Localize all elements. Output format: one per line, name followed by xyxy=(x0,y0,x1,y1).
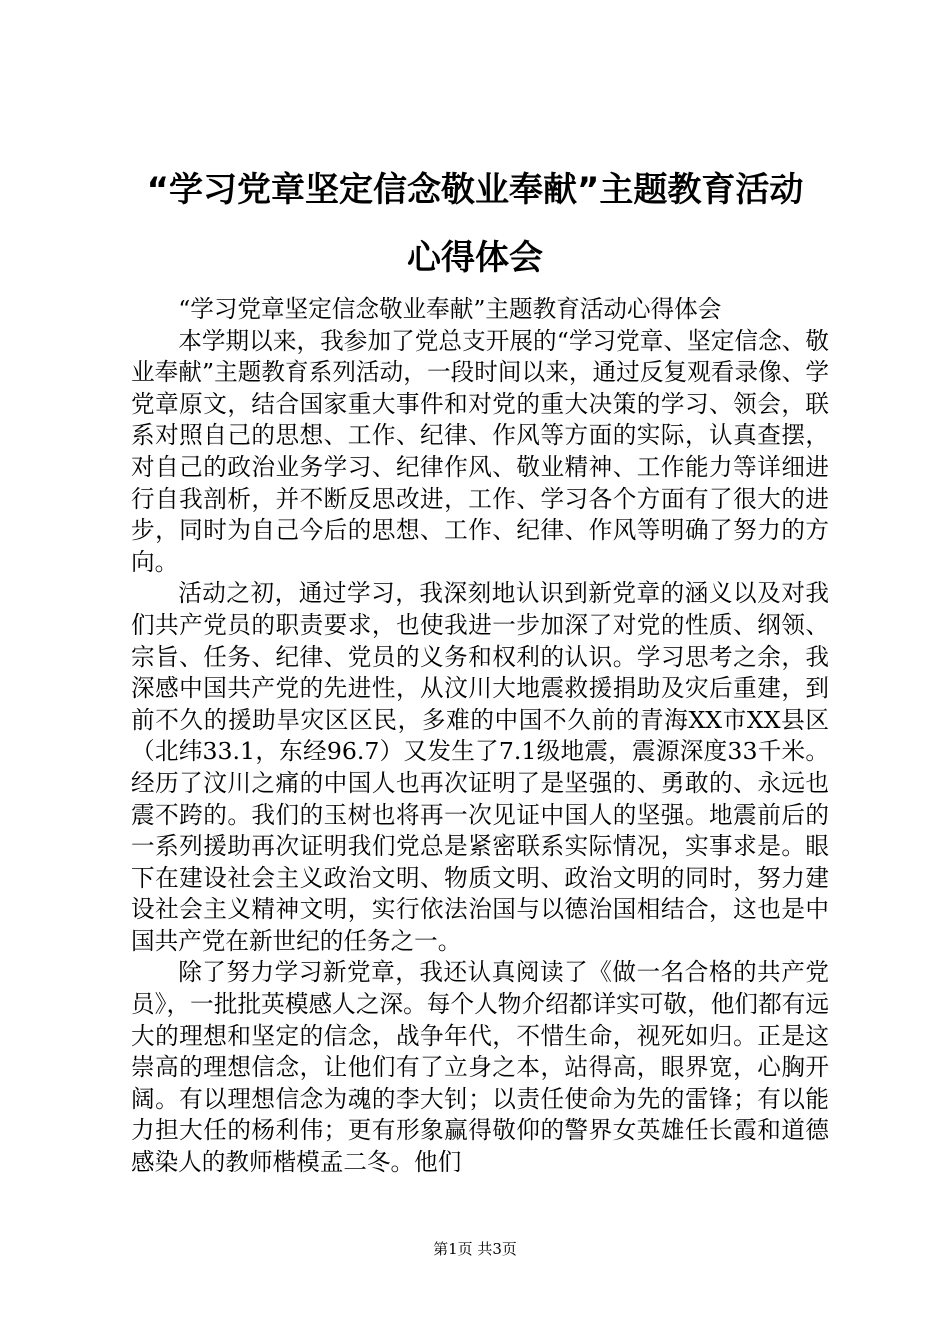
document-title xyxy=(110,156,840,292)
body-paragraph-2: 活动之初，通过学习，我深刻地认识到新党章的涵义以及对我们共产党员的职责要求，也使我进一步加深了对党的性质、纲领、宗旨、任务、纪律、党员的义务和权利的认识。学习思考之余，我深感中国共产党的先进性，从汶川大地震救援捐助及灾后重建，到前不久的援助旱灾区区民，多难的中国不久前的青海XX市XX县区（北纬33.1，东经96.7）又发生了7.1级地震，震源深度33千米。经历了汶川之痛的中国人也再次证明了是坚强的、勇敢的、永远也震不跨的。我们的玉树也将再一次见证中国人的坚强。地震前后的一系列援助再次证明我们党总是紧密联系实际情况，实事求是。眼下在建设社会主义政治文明、物质文明、政治文明的同时，努力建设社会主义精神文明，实行依法治国与以德治国相结合，这也是中国共产党在新世纪的任务之一。 xyxy=(131,579,829,955)
subtitle-paragraph: “学习党章坚定信念敬业奉献”主题教育活动心得体会 xyxy=(178,295,722,323)
title-line-1: “学习党章坚定信念敬业奉献”主题教育活动 xyxy=(146,170,804,210)
page-indicator: 第1页 共3页 xyxy=(433,1240,517,1258)
document-body xyxy=(131,294,829,1179)
page-footer xyxy=(0,1239,950,1259)
title-line-2: 心得体会 xyxy=(407,238,543,278)
body-paragraph-1: 本学期以来，我参加了党总支开展的“学习党章、坚定信念、敬业奉献”主题教育系列活动，一段时间以来，通过反复观看录像、学党章原文，结合国家重大事件和对党的重大决策的学习、领会，联系对照自己的思想、工作、纪律、作风等方面的实际，认真查摆，对自己的政治业务学习、纪律作风、敬业精神、工作能力等详细进行自我剖析，并不断反思改进，工作、学习各个方面有了很大的进步，同时为自己今后的思想、工作、纪律、作风等明确了努力的方向。 xyxy=(131,326,829,576)
body-paragraph-3: 除了努力学习新党章，我还认真阅读了《做一名合格的共产党员》，一批批英模感人之深。每个人物介绍都详实可敬，他们都有远大的理想和坚定的信念，战争年代，不惜生命，视死如归。正是这崇高的理想信念，让他们有了立身之本，站得高，眼界宽，心胸开阔。有以理想信念为魂的李大钊；以责任使命为先的雷锋；有以能力担大任的杨利伟；更有形象赢得敬仰的警界女英雄任长霞和道德感染人的教师楷模孟二冬。他们 xyxy=(131,958,829,1177)
